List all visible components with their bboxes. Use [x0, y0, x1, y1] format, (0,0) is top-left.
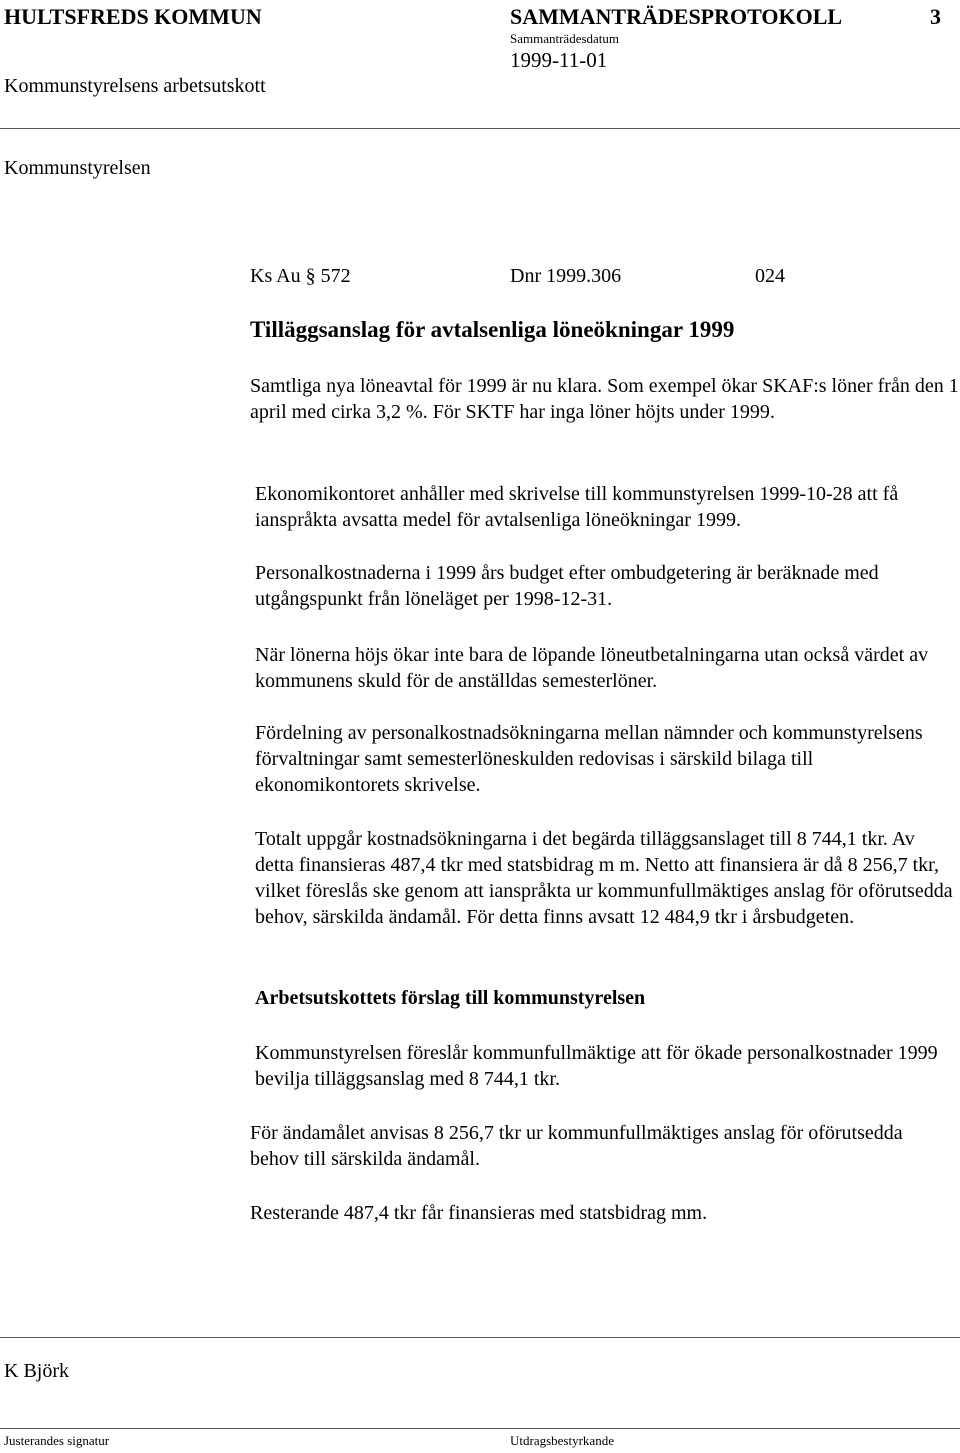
decision-paragraph-1: [250, 1120, 950, 1172]
header-divider: [0, 128, 960, 129]
recipient: Kommunstyrelsen: [4, 157, 151, 179]
paragraph-text: Kommunstyrelsen föreslår kommunfullmäktige att för ökade personalkostnader 1999 bevilja tilläggsanslag med 8 744,1 tkr.: [255, 1042, 938, 1090]
case-code: 024: [755, 265, 785, 287]
paragraph-2: [255, 481, 955, 533]
paragraph-text: När lönerna höjs ökar inte bara de löpande löneutbetalningarna utan också värdet av kommunens skuld för de anställdas semesterlöner.: [255, 644, 929, 692]
paragraph-text: Personalkostnaderna i 1999 års budget efter ombudgetering är beräknade med utgångspunkt från löneläget per 1998-12-31.: [255, 562, 879, 610]
footer-divider: [0, 1428, 960, 1429]
paragraph-1: [250, 373, 960, 425]
proposal-heading: Arbetsutskottets förslag till kommunstyrelsen: [255, 987, 646, 1009]
case-dnr: Dnr 1999.306: [510, 265, 622, 287]
signature-name: K Björk: [4, 1360, 69, 1382]
paragraph-4: [255, 642, 955, 694]
paragraph-6: [255, 826, 955, 930]
signature-divider: [0, 1337, 960, 1338]
page-number: 3: [930, 4, 941, 29]
paragraph-3: [255, 560, 955, 612]
date-label: Sammanträdesdatum: [510, 31, 620, 46]
paragraph-text: Fördelning av personalkostnadsökningarna mellan nämnder och kommunstyrelsens förvaltningar samt semesterlöneskulden redovisas i särskild bilaga till ekonomikontorets skrivelse.: [255, 722, 923, 796]
footer-certification-label: Utdragsbestyrkande: [510, 1433, 614, 1448]
protocol-title: SAMMANTRÄDESPROTOKOLL: [510, 4, 843, 29]
decision-paragraph-2: [250, 1200, 950, 1226]
paragraph-text: För ändamålet anvisas 8 256,7 tkr ur kommunfullmäktiges anslag för oförutsedda behov till särskilda ändamål.: [250, 1122, 903, 1170]
paragraph-text: Totalt uppgår kostnadsökningarna i det begärda tilläggsanslaget till 8 744,1 tkr. Av detta finansieras 487,4 tkr med statsbidrag m m. Netto att finansiera är då 8 256,7 tkr, vilket föreslås ske genom att ianspråkta ur kommunfullmäktiges anslag för oförutsedda behov, särskilda ändamål. För detta finns avsatt 12 484,9 tkr i årsbudgeten.: [255, 828, 953, 928]
footer-signature-label: Justerandes signatur: [4, 1433, 110, 1448]
paragraph-text: Ekonomikontoret anhåller med skrivelse till kommunstyrelsen 1999-10-28 att få ianspråkta avsatta medel för avtalsenliga löneökningar 1999.: [255, 483, 899, 531]
municipality-name: HULTSFREDS KOMMUN: [4, 4, 262, 29]
paragraph-5: [255, 720, 955, 798]
proposal-text: [255, 1040, 955, 1092]
committee-name: Kommunstyrelsens arbetsutskott: [4, 75, 266, 97]
paragraph-text: Samtliga nya löneavtal för 1999 är nu klara. Som exempel ökar SKAF:s löner från den 1 april med cirka 3,2 %. För SKTF har inga löner höjts under 1999.: [250, 375, 959, 423]
meeting-date: 1999-11-01: [510, 48, 608, 72]
case-title: Tilläggsanslag för avtalsenliga löneökningar 1999: [250, 317, 735, 342]
paragraph-text: Resterande 487,4 tkr får finansieras med statsbidrag mm.: [250, 1202, 708, 1224]
case-ks-au: Ks Au § 572: [250, 265, 351, 287]
